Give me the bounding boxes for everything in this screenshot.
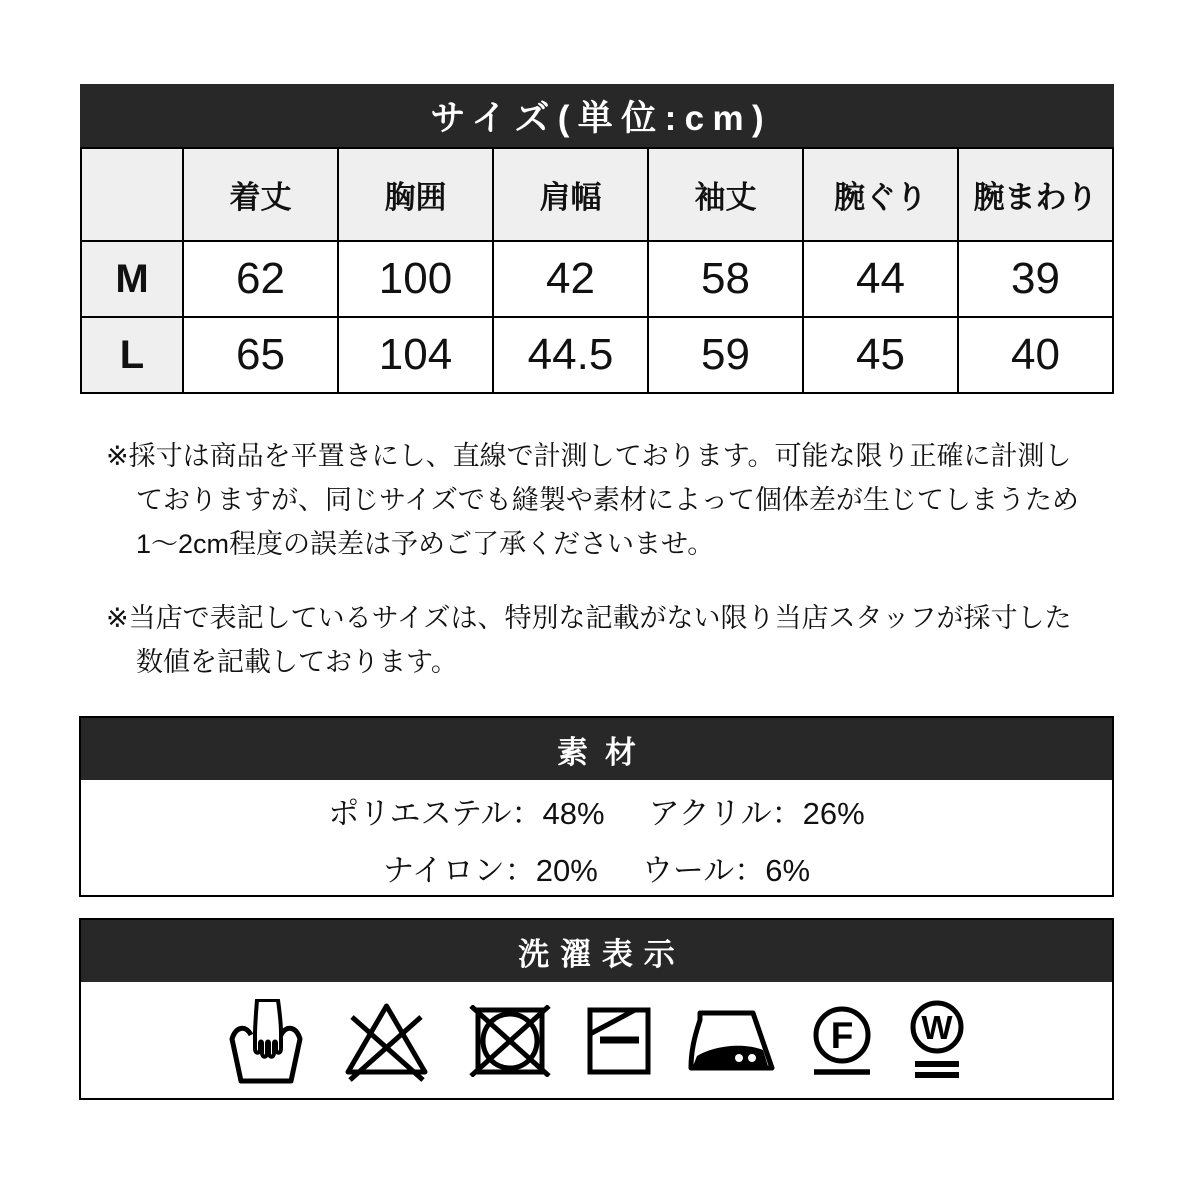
size-value: 40 (958, 317, 1113, 393)
size-value: 100 (338, 241, 493, 317)
size-table-header-row (81, 148, 1113, 241)
laundry-section (79, 918, 1114, 1100)
dry-flat-in-shade-icon (587, 1007, 651, 1075)
size-value: 104 (338, 317, 493, 393)
note-marker: ※ (106, 603, 129, 633)
size-label: M (81, 241, 183, 317)
dry-clean-f-icon (811, 1006, 873, 1076)
size-table-section (80, 84, 1114, 394)
table-row (81, 241, 1113, 317)
wet-clean-w-icon (909, 1000, 965, 1082)
note-text: 数値を記載しております。 (136, 647, 458, 677)
size-value: 44.5 (493, 317, 648, 393)
material-section-header (81, 718, 1112, 780)
material-item: ナイロン：20% (382, 852, 598, 888)
do-not-tumble-dry-icon (469, 1005, 551, 1077)
size-value: 39 (958, 241, 1113, 317)
column-header: 着丈 (183, 148, 338, 241)
care-symbols-row (81, 982, 1112, 1100)
note-marker: ※ (106, 441, 129, 471)
column-header: 腕ぐり (803, 148, 958, 241)
size-section-title: サイズ(単位:cm) (430, 98, 773, 138)
measurement-note (106, 434, 1116, 566)
material-section (79, 716, 1114, 897)
size-value: 45 (803, 317, 958, 393)
size-section-header (80, 84, 1114, 147)
do-not-bleach-icon (340, 999, 433, 1084)
column-header: 胸囲 (338, 148, 493, 241)
material-item: アクリル：26% (648, 795, 865, 831)
sizing-note (106, 596, 1116, 684)
size-value: 44 (803, 241, 958, 317)
column-header: 肩幅 (493, 148, 648, 241)
note-text: 採寸は商品を平置きにし、直線で計測しております。可能な限り正確に計測し (128, 441, 1072, 471)
laundry-section-header (81, 920, 1112, 982)
material-section-title: 素材 (556, 734, 654, 770)
table-row (81, 317, 1113, 393)
size-value: 65 (183, 317, 338, 393)
column-header: 袖丈 (648, 148, 803, 241)
column-header: 腕まわり (958, 148, 1113, 241)
size-value: 42 (493, 241, 648, 317)
material-item: ウール：6% (641, 852, 811, 888)
note-text: ておりますが、同じサイズでも縫製や素材によって個体差が生じてしまうため (136, 485, 1079, 515)
size-value: 62 (183, 241, 338, 317)
wet-clean-letter: W (921, 1009, 953, 1046)
material-item: ポリエステル：48% (328, 795, 605, 831)
iron-icon (687, 1010, 775, 1072)
size-table-corner-cell (81, 148, 183, 241)
hand-wash-icon (228, 999, 304, 1084)
laundry-section-title: 洗濯表示 (518, 936, 686, 972)
size-table (80, 147, 1114, 394)
dry-clean-letter: F (830, 1015, 854, 1056)
size-label: L (81, 317, 183, 393)
size-value: 59 (648, 317, 803, 393)
note-text: 当店で表記しているサイズは、特別な記載がない限り当店スタッフが採寸した (128, 603, 1072, 633)
material-composition (81, 780, 1112, 897)
size-value: 58 (648, 241, 803, 317)
note-text: 1〜2cm程度の誤差は予めご了承くださいませ。 (136, 529, 715, 559)
